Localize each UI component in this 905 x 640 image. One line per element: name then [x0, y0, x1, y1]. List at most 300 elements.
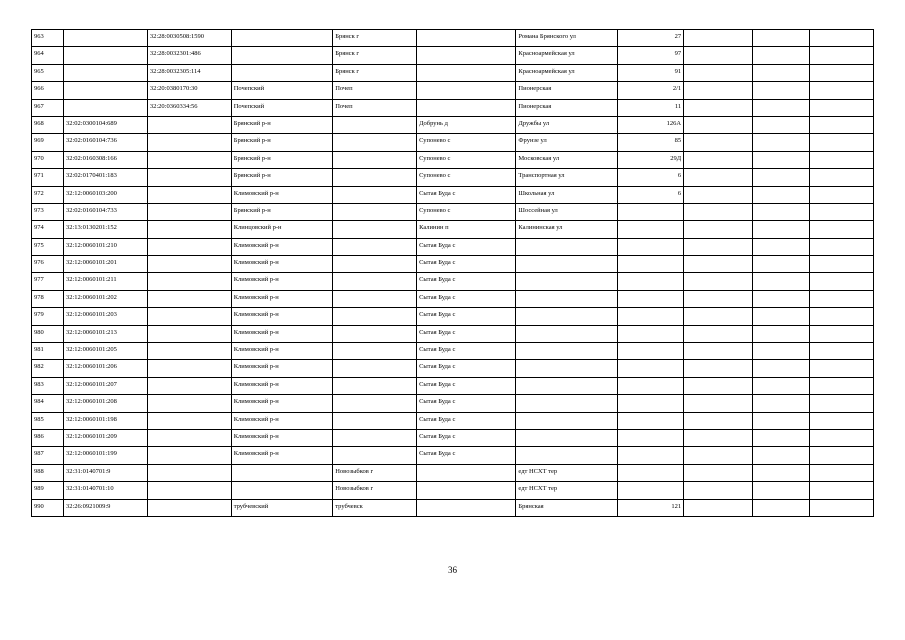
table-cell: Сытая Буда с — [417, 256, 516, 273]
table-cell — [333, 116, 417, 133]
table-cell — [333, 273, 417, 290]
table-cell: Супонево с — [417, 151, 516, 168]
table-cell — [684, 203, 752, 220]
table-row — [32, 116, 874, 133]
table-row — [32, 99, 874, 116]
table-cell — [617, 429, 683, 446]
table-row — [32, 360, 874, 377]
table-cell — [64, 82, 148, 99]
table-cell — [617, 290, 683, 307]
table-cell: 975 — [32, 238, 64, 255]
table-row — [32, 273, 874, 290]
table-cell: Сытая Буда с — [417, 447, 516, 464]
table-cell — [752, 82, 809, 99]
table-cell: Брянский р-н — [231, 151, 333, 168]
table-cell: Клинцовский р-н — [231, 221, 333, 238]
table-cell — [752, 64, 809, 81]
table-cell: 32:12:0060101:198 — [64, 412, 148, 429]
table-cell — [752, 377, 809, 394]
table-cell: 32:02:0300104:689 — [64, 116, 148, 133]
table-cell — [333, 203, 417, 220]
table-cell — [809, 82, 873, 99]
table-cell: Климовский р-н — [231, 395, 333, 412]
table-cell: Брянск г — [333, 47, 417, 64]
table-cell — [617, 256, 683, 273]
table-cell — [64, 99, 148, 116]
table-cell — [147, 134, 231, 151]
table-cell — [617, 325, 683, 342]
table-cell: Почеп — [333, 82, 417, 99]
table-cell: 32:26:0921009:9 — [64, 499, 148, 516]
table-cell — [684, 395, 752, 412]
table-cell — [516, 308, 618, 325]
table-cell — [333, 169, 417, 186]
table-cell — [231, 464, 333, 481]
table-cell — [516, 447, 618, 464]
table-cell — [684, 482, 752, 499]
table-cell — [684, 256, 752, 273]
table-cell — [752, 134, 809, 151]
table-cell — [752, 447, 809, 464]
table-cell — [752, 238, 809, 255]
table-cell: 32:12:0060101:209 — [64, 429, 148, 446]
table-cell — [809, 499, 873, 516]
table-cell: Сытая Буда с — [417, 290, 516, 307]
table-cell — [809, 360, 873, 377]
table-row — [32, 464, 874, 481]
table-cell: 29Д — [617, 151, 683, 168]
table-cell — [147, 343, 231, 360]
table-cell: Почепский — [231, 99, 333, 116]
table-cell: Пионерская — [516, 82, 618, 99]
table-cell — [417, 30, 516, 47]
table-cell: 6 — [617, 169, 683, 186]
table-cell — [809, 169, 873, 186]
table-cell: 32:28:0030508:1590 — [147, 30, 231, 47]
table-cell — [333, 151, 417, 168]
table-cell — [516, 343, 618, 360]
table-cell: 976 — [32, 256, 64, 273]
table-cell: Калининская ул — [516, 221, 618, 238]
table-row — [32, 343, 874, 360]
table-cell — [147, 499, 231, 516]
table-cell — [147, 308, 231, 325]
table-cell — [333, 134, 417, 151]
table-cell: 11 — [617, 99, 683, 116]
table-cell: 981 — [32, 343, 64, 360]
table-cell — [752, 256, 809, 273]
table-row — [32, 30, 874, 47]
table-cell: Супонево с — [417, 169, 516, 186]
table-cell — [752, 464, 809, 481]
table-cell — [809, 308, 873, 325]
table-cell: 968 — [32, 116, 64, 133]
table-cell — [684, 30, 752, 47]
table-row — [32, 221, 874, 238]
table-cell: Климовский р-н — [231, 325, 333, 342]
table-cell — [809, 151, 873, 168]
table-cell — [147, 186, 231, 203]
table-cell — [684, 47, 752, 64]
table-cell: 990 — [32, 499, 64, 516]
table-cell — [752, 47, 809, 64]
table-cell — [809, 238, 873, 255]
table-cell: Климовский р-н — [231, 360, 333, 377]
table-cell: Московская ул — [516, 151, 618, 168]
table-cell — [809, 482, 873, 499]
table-cell: 32:12:0060101:207 — [64, 377, 148, 394]
table-cell — [147, 151, 231, 168]
table-cell — [684, 134, 752, 151]
table-row — [32, 64, 874, 81]
table-cell — [684, 377, 752, 394]
table-cell: Супонево с — [417, 203, 516, 220]
table-cell — [147, 273, 231, 290]
table-cell — [809, 343, 873, 360]
table-cell: Почеп — [333, 99, 417, 116]
table-cell — [684, 308, 752, 325]
table-cell — [684, 464, 752, 481]
table-row — [32, 499, 874, 516]
table-cell — [752, 360, 809, 377]
table-cell: 121 — [617, 499, 683, 516]
table-cell — [147, 238, 231, 255]
table-cell — [809, 395, 873, 412]
table-cell — [809, 30, 873, 47]
table-cell — [333, 343, 417, 360]
table-cell: Брянский р-н — [231, 116, 333, 133]
table-cell — [684, 360, 752, 377]
table-cell: Сытая Буда с — [417, 325, 516, 342]
table-cell: едт НСХТ тер — [516, 482, 618, 499]
table-cell: 987 — [32, 447, 64, 464]
table-cell — [684, 238, 752, 255]
table-cell: 965 — [32, 64, 64, 81]
table-row — [32, 134, 874, 151]
table-cell — [752, 30, 809, 47]
table-cell: 85 — [617, 134, 683, 151]
table-cell — [809, 464, 873, 481]
table-cell — [333, 221, 417, 238]
table-cell: 32:12:0060101:210 — [64, 238, 148, 255]
table-cell — [809, 377, 873, 394]
table-cell — [64, 47, 148, 64]
table-cell: 32:02:0170401:183 — [64, 169, 148, 186]
table-cell — [684, 99, 752, 116]
table-cell: 979 — [32, 308, 64, 325]
table-cell: 984 — [32, 395, 64, 412]
table-cell — [333, 412, 417, 429]
table-cell: Сытая Буда с — [417, 429, 516, 446]
table-cell: Климовский р-н — [231, 447, 333, 464]
table-cell: Сытая Буда с — [417, 238, 516, 255]
table-cell — [752, 99, 809, 116]
table-cell: Климовский р-н — [231, 308, 333, 325]
table-cell: 32:12:0060101:202 — [64, 290, 148, 307]
table-cell: 970 — [32, 151, 64, 168]
table-cell — [333, 447, 417, 464]
table-row — [32, 203, 874, 220]
table-cell — [684, 116, 752, 133]
table-cell — [809, 325, 873, 342]
table-cell — [147, 221, 231, 238]
table-cell — [417, 482, 516, 499]
table-row — [32, 395, 874, 412]
table-cell: 27 — [617, 30, 683, 47]
table-cell: 973 — [32, 203, 64, 220]
table-cell — [147, 325, 231, 342]
table-cell: Климовский р-н — [231, 377, 333, 394]
table-cell — [147, 482, 231, 499]
table-cell: Брянский р-н — [231, 203, 333, 220]
table-cell — [333, 308, 417, 325]
table-row — [32, 290, 874, 307]
table-cell — [752, 203, 809, 220]
table-row — [32, 447, 874, 464]
table-cell — [809, 203, 873, 220]
table-cell — [809, 116, 873, 133]
table-cell: 126А — [617, 116, 683, 133]
table-cell: 32:28:0032301:486 — [147, 47, 231, 64]
table-cell: 97 — [617, 47, 683, 64]
table-cell — [617, 412, 683, 429]
table-cell: 32:12:0060101:201 — [64, 256, 148, 273]
table-cell: Почепский — [231, 82, 333, 99]
table-cell — [809, 256, 873, 273]
table-cell: Новозыбков г — [333, 482, 417, 499]
table-cell — [752, 186, 809, 203]
table-cell: Дружбы ул — [516, 116, 618, 133]
table-cell — [147, 395, 231, 412]
table-cell: Брянский р-н — [231, 134, 333, 151]
table-row — [32, 256, 874, 273]
table-cell — [147, 464, 231, 481]
table-cell: 32:12:0060101:208 — [64, 395, 148, 412]
table-cell — [809, 429, 873, 446]
table-cell — [417, 47, 516, 64]
table-cell: Климовский р-н — [231, 343, 333, 360]
table-cell: 971 — [32, 169, 64, 186]
table-cell: 6 — [617, 186, 683, 203]
table-cell: Сытая Буда с — [417, 377, 516, 394]
table-row — [32, 238, 874, 255]
table-cell: Добрунь д — [417, 116, 516, 133]
table-cell — [684, 186, 752, 203]
table-cell — [809, 447, 873, 464]
table-cell: 32:13:0130201:152 — [64, 221, 148, 238]
table-row — [32, 169, 874, 186]
table-cell — [147, 290, 231, 307]
table-cell — [752, 273, 809, 290]
table-cell — [617, 308, 683, 325]
table-cell — [617, 464, 683, 481]
table-cell — [684, 499, 752, 516]
table-cell — [516, 360, 618, 377]
table-row — [32, 377, 874, 394]
table-cell: 982 — [32, 360, 64, 377]
table-cell — [617, 395, 683, 412]
table-cell: 980 — [32, 325, 64, 342]
table-cell: Красноармейская ул — [516, 64, 618, 81]
table-cell — [617, 360, 683, 377]
table-cell — [64, 30, 148, 47]
table-cell — [147, 256, 231, 273]
table-cell — [333, 395, 417, 412]
table-cell: 974 — [32, 221, 64, 238]
table-cell — [333, 377, 417, 394]
table-cell — [752, 151, 809, 168]
table-cell — [516, 325, 618, 342]
table-cell — [617, 273, 683, 290]
table-cell: Брянск г — [333, 64, 417, 81]
table-cell — [809, 99, 873, 116]
table-cell: 32:12:0060101:205 — [64, 343, 148, 360]
table-cell: Климовский р-н — [231, 273, 333, 290]
table-cell: 967 — [32, 99, 64, 116]
table-cell — [809, 186, 873, 203]
table-cell: Брянск г — [333, 30, 417, 47]
table-cell — [684, 221, 752, 238]
table-cell: 966 — [32, 82, 64, 99]
table-cell — [617, 203, 683, 220]
table-row — [32, 412, 874, 429]
table-cell — [752, 116, 809, 133]
table-cell: 978 — [32, 290, 64, 307]
table-cell: 32:31:0140701:10 — [64, 482, 148, 499]
table-cell — [516, 290, 618, 307]
table-cell: 983 — [32, 377, 64, 394]
table-cell: трубчевский — [231, 499, 333, 516]
table-cell — [333, 238, 417, 255]
table-row — [32, 47, 874, 64]
table-cell — [333, 360, 417, 377]
table-cell — [752, 395, 809, 412]
table-cell: 972 — [32, 186, 64, 203]
page-number: 36 — [448, 565, 457, 575]
table-cell: Транспортная ул — [516, 169, 618, 186]
table-cell: Калинин п — [417, 221, 516, 238]
table-cell — [809, 412, 873, 429]
table-cell — [147, 429, 231, 446]
table-cell: 91 — [617, 64, 683, 81]
table-cell: 2/1 — [617, 82, 683, 99]
table-cell: Климовский р-н — [231, 290, 333, 307]
table-cell — [752, 221, 809, 238]
table-cell — [617, 343, 683, 360]
table-cell: 32:20:0360334:56 — [147, 99, 231, 116]
table-cell — [417, 82, 516, 99]
table-cell — [147, 169, 231, 186]
table-cell: Сытая Буда с — [417, 360, 516, 377]
table-cell: Красноармейская ул — [516, 47, 618, 64]
table-cell — [809, 290, 873, 307]
table-cell: Сытая Буда с — [417, 308, 516, 325]
table-cell: Романа Брянского ул — [516, 30, 618, 47]
table-row — [32, 325, 874, 342]
table-cell: 989 — [32, 482, 64, 499]
table-row — [32, 308, 874, 325]
table-cell — [809, 64, 873, 81]
table-cell: 32:12:0060101:203 — [64, 308, 148, 325]
table-cell — [617, 238, 683, 255]
table-cell: Сытая Буда с — [417, 343, 516, 360]
table-cell: Брянский р-н — [231, 169, 333, 186]
table-cell: 32:12:0060101:213 — [64, 325, 148, 342]
table-cell — [809, 221, 873, 238]
table-cell — [231, 64, 333, 81]
table-cell — [684, 447, 752, 464]
table-cell: 32:31:0140701:9 — [64, 464, 148, 481]
table-cell — [516, 429, 618, 446]
table-cell — [684, 325, 752, 342]
table-cell — [147, 116, 231, 133]
table-cell: 986 — [32, 429, 64, 446]
table-cell: Климовский р-н — [231, 412, 333, 429]
table-row — [32, 82, 874, 99]
table-cell — [231, 47, 333, 64]
table-cell — [809, 47, 873, 64]
table-cell — [333, 429, 417, 446]
table-cell — [147, 360, 231, 377]
table-cell: 32:12:0060101:211 — [64, 273, 148, 290]
table-cell — [231, 482, 333, 499]
table-cell — [417, 64, 516, 81]
table-cell — [809, 273, 873, 290]
table-row — [32, 151, 874, 168]
table-cell — [333, 186, 417, 203]
table-cell: 985 — [32, 412, 64, 429]
table-cell — [684, 64, 752, 81]
table-cell — [333, 325, 417, 342]
table-row — [32, 482, 874, 499]
table-cell: 32:12:0060103:200 — [64, 186, 148, 203]
table-cell: 32:20:0380170:30 — [147, 82, 231, 99]
table-cell — [684, 82, 752, 99]
table-cell: Фрунзе ул — [516, 134, 618, 151]
table-cell: едт НСХТ тер — [516, 464, 618, 481]
table-cell — [684, 169, 752, 186]
table-cell — [147, 377, 231, 394]
table-cell: 32:02:0160104:733 — [64, 203, 148, 220]
table-cell — [231, 30, 333, 47]
table-cell: Сытая Буда с — [417, 186, 516, 203]
table-cell: 32:02:0160104:736 — [64, 134, 148, 151]
table-cell: трубчевск — [333, 499, 417, 516]
table-row — [32, 186, 874, 203]
table-cell: 32:12:0060101:199 — [64, 447, 148, 464]
table-cell — [752, 343, 809, 360]
table-cell — [417, 464, 516, 481]
table-cell — [617, 447, 683, 464]
table-cell: Пионерская — [516, 99, 618, 116]
table-cell — [617, 377, 683, 394]
table-cell — [147, 203, 231, 220]
table-cell — [516, 238, 618, 255]
table-cell: Климовский р-н — [231, 186, 333, 203]
table-cell: Климовский р-н — [231, 429, 333, 446]
table-cell — [752, 308, 809, 325]
table-cell — [684, 412, 752, 429]
table-cell — [752, 169, 809, 186]
table-cell — [684, 290, 752, 307]
table-cell: 988 — [32, 464, 64, 481]
table-cell — [617, 221, 683, 238]
table-cell — [809, 134, 873, 151]
table-cell: 977 — [32, 273, 64, 290]
table-cell: Сытая Буда с — [417, 412, 516, 429]
table-cell — [64, 64, 148, 81]
table-cell — [417, 99, 516, 116]
